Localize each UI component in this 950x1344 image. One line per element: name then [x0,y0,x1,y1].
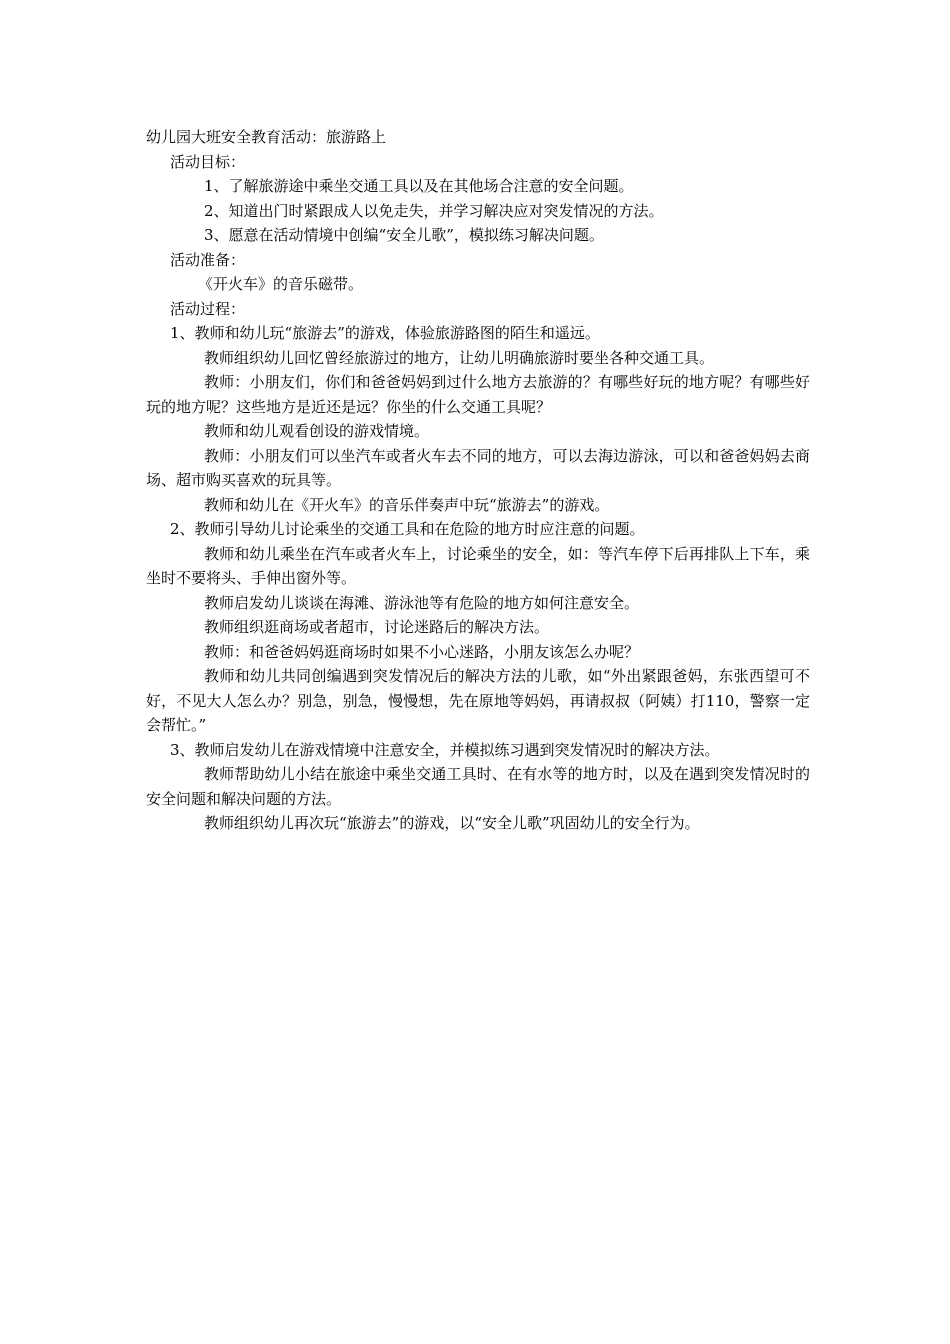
document-title: 幼儿园大班安全教育活动：旅游路上 [146,128,387,146]
step-paragraph: 教师：小朋友们可以坐汽车或者火车去不同的地方，可以去海边游泳，可以和爸爸妈妈去商场、超市购买喜欢的玩具等。 [146,446,810,489]
document-body [146,125,810,836]
goal-item: 1、了解旅游途中乘坐交通工具以及在其他场合注意的安全问题。 [204,177,634,195]
step-paragraph: 教师和幼儿共同创编遇到突发情况后的解决方法的儿歌，如“外出紧跟爸妈，东张西望可不好，不见大人怎么办？别急，别急，慢慢想，先在原地等妈妈，再请叔叔（阿姨）打110，警察一定会帮忙。” [146,667,810,734]
step-paragraph: 教师和幼儿观看创设的游戏情境。 [204,422,430,440]
step-paragraph: 教师和幼儿乘坐在汽车或者火车上，讨论乘坐的安全，如：等汽车停下后再排队上下车，乘坐时不要将头、手伸出窗外等。 [146,544,810,587]
goal-item: 2、知道出门时紧跟成人以免走失，并学习解决应对突发情况的方法。 [204,201,664,220]
goal-item: 3、愿意在活动情境中创编“安全儿歌”，模拟练习解决问题。 [204,226,604,244]
step-paragraph: 教师组织幼儿再次玩“旅游去”的游戏，以“安全儿歌”巩固幼儿的安全行为。 [204,814,700,832]
step-heading: 2、教师引导幼儿讨论乘坐的交通工具和在危险的地方时应注意的问题。 [170,520,645,538]
step-paragraph: 教师和幼儿在《开火车》的音乐伴奏声中玩“旅游去”的游戏。 [204,495,610,514]
step-paragraph: 教师：小朋友们，你们和爸爸妈妈到过什么地方去旅游的？有哪些好玩的地方呢？有哪些好玩的地方呢？这些地方是近还是远？你坐的什么交通工具呢？ [146,373,810,416]
step-paragraph: 教师组织逛商场或者超市，讨论迷路后的解决方法。 [204,618,550,636]
prep-heading: 活动准备： [170,250,246,269]
step-paragraph: 教师组织幼儿回忆曾经旅游过的地方，让幼儿明确旅游时要坐各种交通工具。 [204,348,715,367]
step-heading: 3、教师启发幼儿在游戏情境中注意安全，并模拟练习遇到突发情况时的解决方法。 [170,740,720,759]
prep-item: 《开火车》的音乐磁带。 [198,275,364,293]
goals-heading: 活动目标： [170,152,246,171]
step-heading: 1、教师和幼儿玩“旅游去”的游戏，体验旅游路图的陌生和遥远。 [170,324,600,342]
step-paragraph: 教师帮助幼儿小结在旅途中乘坐交通工具时、在有水等的地方时，以及在遇到突发情况时的安全问题和解决问题的方法。 [146,765,810,808]
step-paragraph: 教师启发幼儿谈谈在海滩、游泳池等有危险的地方如何注意安全。 [204,593,640,612]
step-paragraph: 教师：和爸爸妈妈逛商场时如果不小心迷路，小朋友该怎么办呢？ [204,642,640,661]
process-heading: 活动过程： [170,299,246,318]
